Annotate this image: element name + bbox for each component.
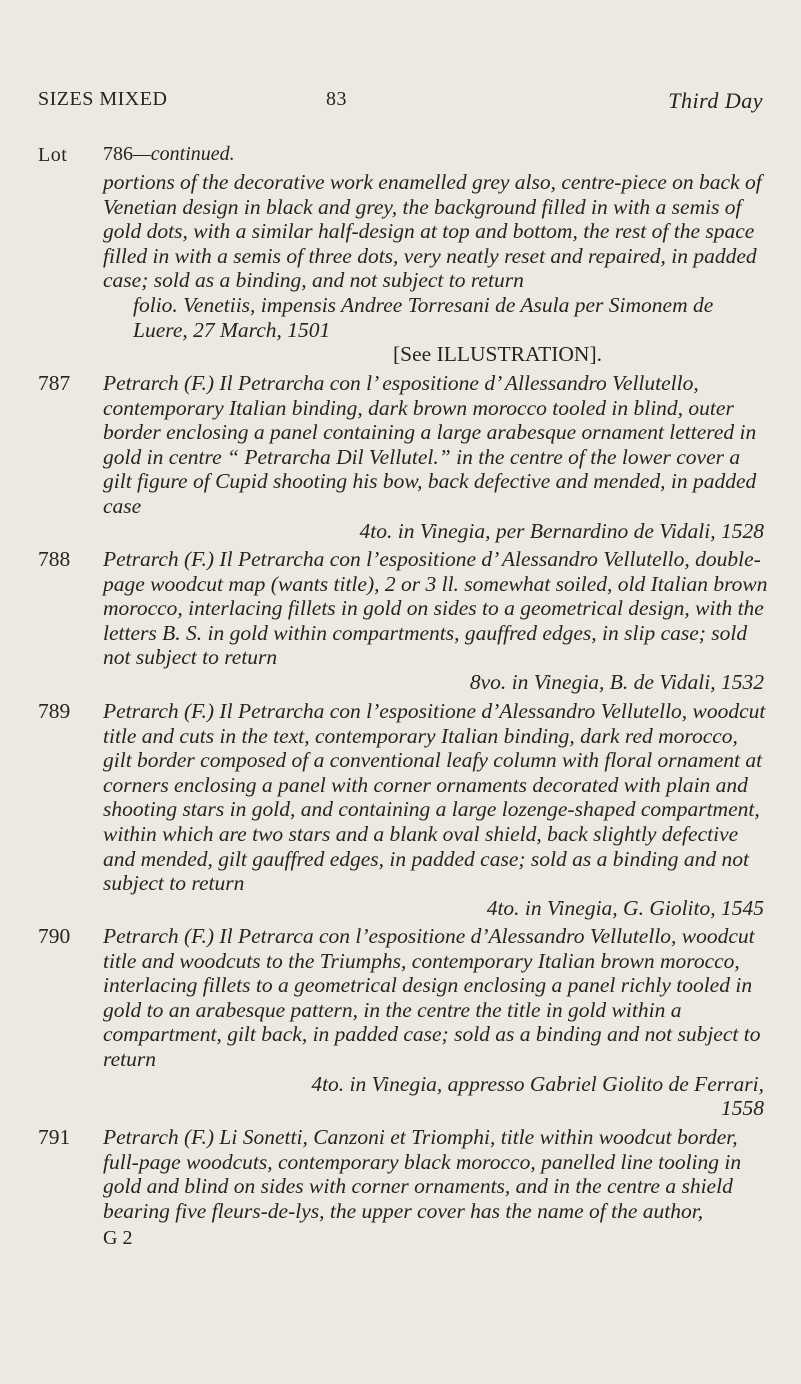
lot-entry-790 — [38, 924, 768, 1121]
lot-entry-786-cont — [38, 170, 768, 367]
lot-number: 789 — [38, 699, 71, 723]
continued-heading — [103, 143, 235, 166]
illustration-note: [See ILLUSTRATION]. — [393, 342, 602, 367]
lot-description: Petrarch (F.) Il Petrarcha con l’espositione d’ Alessandro Vellutello, double-page woodcut map (wants title), 2 or 3 ll. somewhat soiled, old Italian brown morocco, interlacing fillets in gold on sides to a geometrical design, with the letters B. S. in gold within compartments, gauffred edges, in slip case; sold not subject to return — [103, 547, 768, 670]
lot-description: portions of the decorative work enamelled grey also, centre-piece on back of Venetian design in black and grey, the background filled in with a semis of gold dots, with a similar half-design at top and bottom, the rest of the space filled in with a semis of three dots, very neatly reset and repaired, in padded case; sold as a binding, and not subject to return — [103, 170, 762, 293]
lot-imprint: 8vo. in Vinegia, B. de Vidali, 1532 — [469, 669, 764, 694]
lot-description: Petrarch (F.) Il Petrarcha con l’espositione d’Alessandro Vellutello, woodcut title and cuts in the text, contemporary Italian binding, dark red morocco, gilt border composed of a conventional leafy column with floral ornament at corners enclosing a panel with corner ornaments decorated with plain and shooting stars in gold, and containing a large lozenge-shaped compartment, within which are two stars and a blank oval shield, back slightly defective and mended, gilt gauffred edges, in padded case; sold as a binding and not subject to return — [103, 699, 766, 896]
lot-description: Petrarch (F.) Li Sonetti, Canzoni et Triomphi, title within woodcut border, full-page woodcuts, contemporary black morocco, panelled line tooling in gold and blind on sides with corner ornaments, and in the centre a shield bearing five fleurs-de-lys, the upper cover has the name of the author, — [103, 1125, 742, 1223]
lot-imprint: folio. Venetiis, impensis Andree Torresani de Asula per Simonem de Luere, 27 March, 1501 — [133, 292, 714, 342]
lot-imprint: 4to. in Vinegia, per Bernardino de Vidali, 1528 — [359, 518, 764, 543]
continued-text: —continued. — [133, 143, 235, 165]
lot-imprint: 4to. in Vinegia, appresso Gabriel Giolito de Ferrari, 1558 — [311, 1071, 764, 1121]
page-number: 83 — [326, 88, 347, 110]
running-header — [38, 88, 763, 118]
signature-mark: G 2 — [103, 1227, 133, 1249]
lot-number: 790 — [38, 924, 71, 948]
header-day: Third Day — [668, 88, 763, 113]
lot-imprint: 4to. in Vinegia, G. Giolito, 1545 — [486, 895, 764, 920]
continued-lot-number: 786 — [103, 143, 133, 165]
lot-label: Lot — [38, 144, 68, 166]
lot-number: 791 — [38, 1125, 71, 1149]
header-section-title: SIZES MIXED — [38, 88, 168, 110]
lot-number: 788 — [38, 547, 71, 571]
lot-entry-787 — [38, 371, 768, 543]
lot-description: Petrarch (F.) Il Petrarca con l’espositione d’Alessandro Vellutello, woodcut title and woodcuts to the Triumphs, contemporary Italian brown morocco, interlacing fillets to a geometrical design enclosing a panel richly tooled in gold to an arabesque pattern, in the centre the title in gold within a compartment, gilt back, in padded case; sold as a binding and not subject to return — [103, 924, 761, 1071]
lot-entry-788 — [38, 547, 768, 695]
lot-description: Petrarch (F.) Il Petrarcha con l’ espositione d’ Allessandro Vellutello, contemporary Italian binding, dark brown morocco tooled in blind, outer border enclosing a panel containing a large arabesque ornament lettered in gold in centre “ Petrarcha Dil Vellutel.” in the centre of the lower cover a gilt figure of Cupid shooting his bow, back defective and mended, in padded case — [103, 371, 757, 518]
lot-entry-789 — [38, 699, 768, 920]
lot-number: 787 — [38, 371, 71, 395]
lot-entry-791 — [38, 1125, 768, 1223]
